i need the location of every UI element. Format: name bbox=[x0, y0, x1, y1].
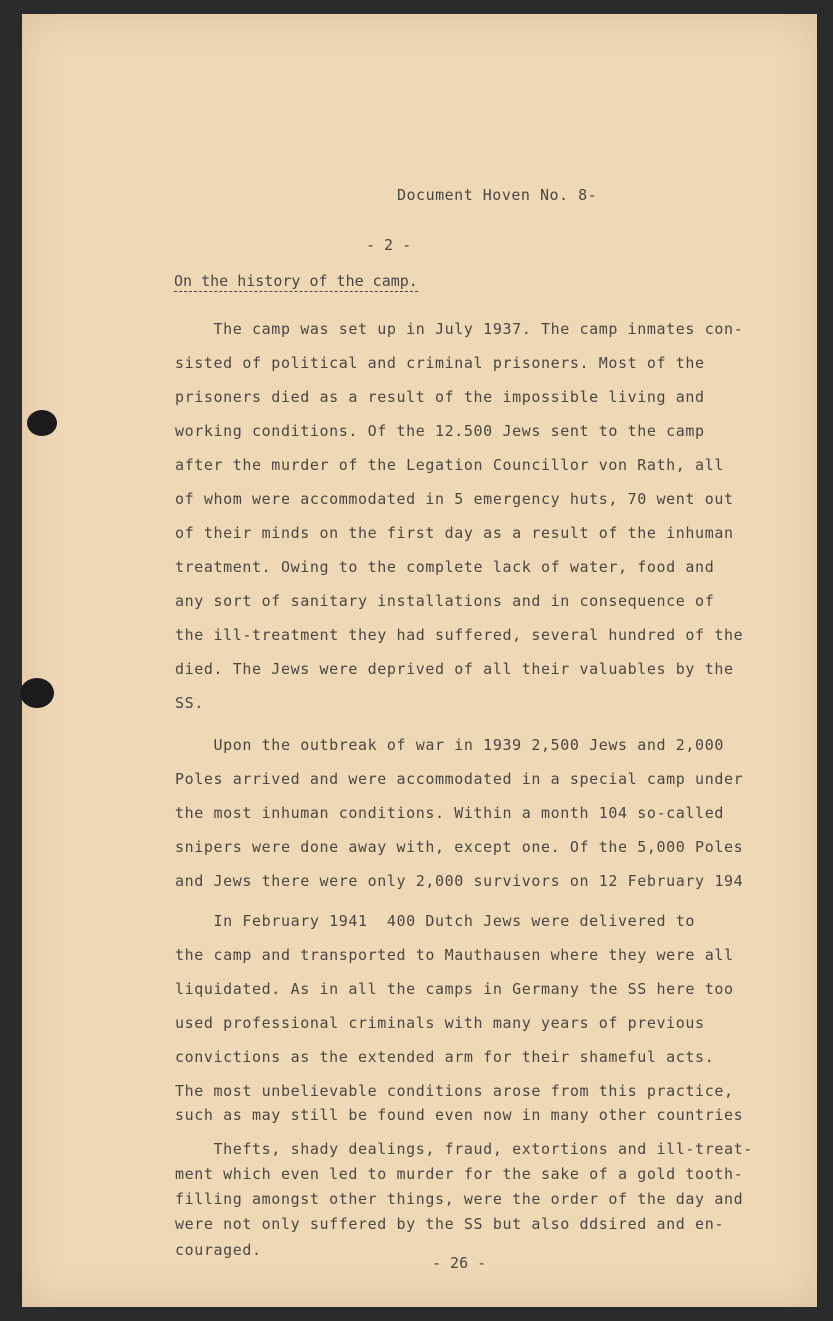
body-line: of their minds on the first day as a result of the inhuman bbox=[175, 524, 734, 542]
body-line: Thefts, shady dealings, fraud, extortions and ill-treat- bbox=[175, 1140, 753, 1158]
body-line: filling amongst other things, were the order of the day and bbox=[175, 1190, 744, 1208]
body-line: Upon the outbreak of war in 1939 2,500 Jews and 2,000 bbox=[175, 736, 724, 754]
body-line: SS. bbox=[175, 694, 204, 712]
footer-page-number: - 26 - bbox=[432, 1254, 487, 1272]
body-line: ment which even led to murder for the sake of a gold tooth- bbox=[175, 1165, 744, 1183]
body-line: the ill-treatment they had suffered, several hundred of the bbox=[175, 626, 744, 644]
body-line: the camp and transported to Mauthausen where they were all bbox=[175, 946, 734, 964]
punch-hole-top bbox=[27, 410, 57, 436]
body-line: The camp was set up in July 1937. The camp inmates con- bbox=[175, 320, 744, 338]
body-line: died. The Jews were deprived of all their valuables by the bbox=[175, 660, 734, 678]
body-line: couraged. bbox=[175, 1241, 262, 1259]
body-line: In February 1941 400 Dutch Jews were delivered to bbox=[175, 912, 696, 930]
body-line: prisoners died as a result of the impossible living and bbox=[175, 388, 705, 406]
section-title: On the history of the camp. bbox=[174, 272, 418, 290]
body-line: The most unbelievable conditions arose from this practice, bbox=[175, 1082, 734, 1100]
body-line: sisted of political and criminal prisoners. Most of the bbox=[175, 354, 705, 372]
body-line: and Jews there were only 2,000 survivors on 12 February 194 bbox=[175, 872, 744, 890]
body-line: of whom were accommodated in 5 emergency huts, 70 went out bbox=[175, 490, 734, 508]
body-line: convictions as the extended arm for their shameful acts. bbox=[175, 1048, 715, 1066]
body-line: Poles arrived and were accommodated in a special camp under bbox=[175, 770, 744, 788]
body-line: snipers were done away with, except one. Of the 5,000 Poles bbox=[175, 838, 744, 856]
body-line: the most inhuman conditions. Within a month 104 so-called bbox=[175, 804, 724, 822]
body-line: any sort of sanitary installations and in consequence of bbox=[175, 592, 715, 610]
body-line: were not only suffered by the SS but also ddsired and en- bbox=[175, 1215, 724, 1233]
body-line: working conditions. Of the 12.500 Jews sent to the camp bbox=[175, 422, 705, 440]
body-line: used professional criminals with many years of previous bbox=[175, 1014, 705, 1032]
body-line: after the murder of the Legation Councillor von Rath, all bbox=[175, 456, 724, 474]
document-reference: Document Hoven No. 8- bbox=[397, 186, 598, 204]
body-line: liquidated. As in all the camps in Germany the SS here too bbox=[175, 980, 734, 998]
document-page bbox=[22, 14, 817, 1307]
page-number: - 2 - bbox=[366, 236, 412, 254]
body-line: such as may still be found even now in many other countries bbox=[175, 1106, 744, 1124]
punch-hole-bottom bbox=[20, 678, 54, 708]
body-line: treatment. Owing to the complete lack of water, food and bbox=[175, 558, 715, 576]
